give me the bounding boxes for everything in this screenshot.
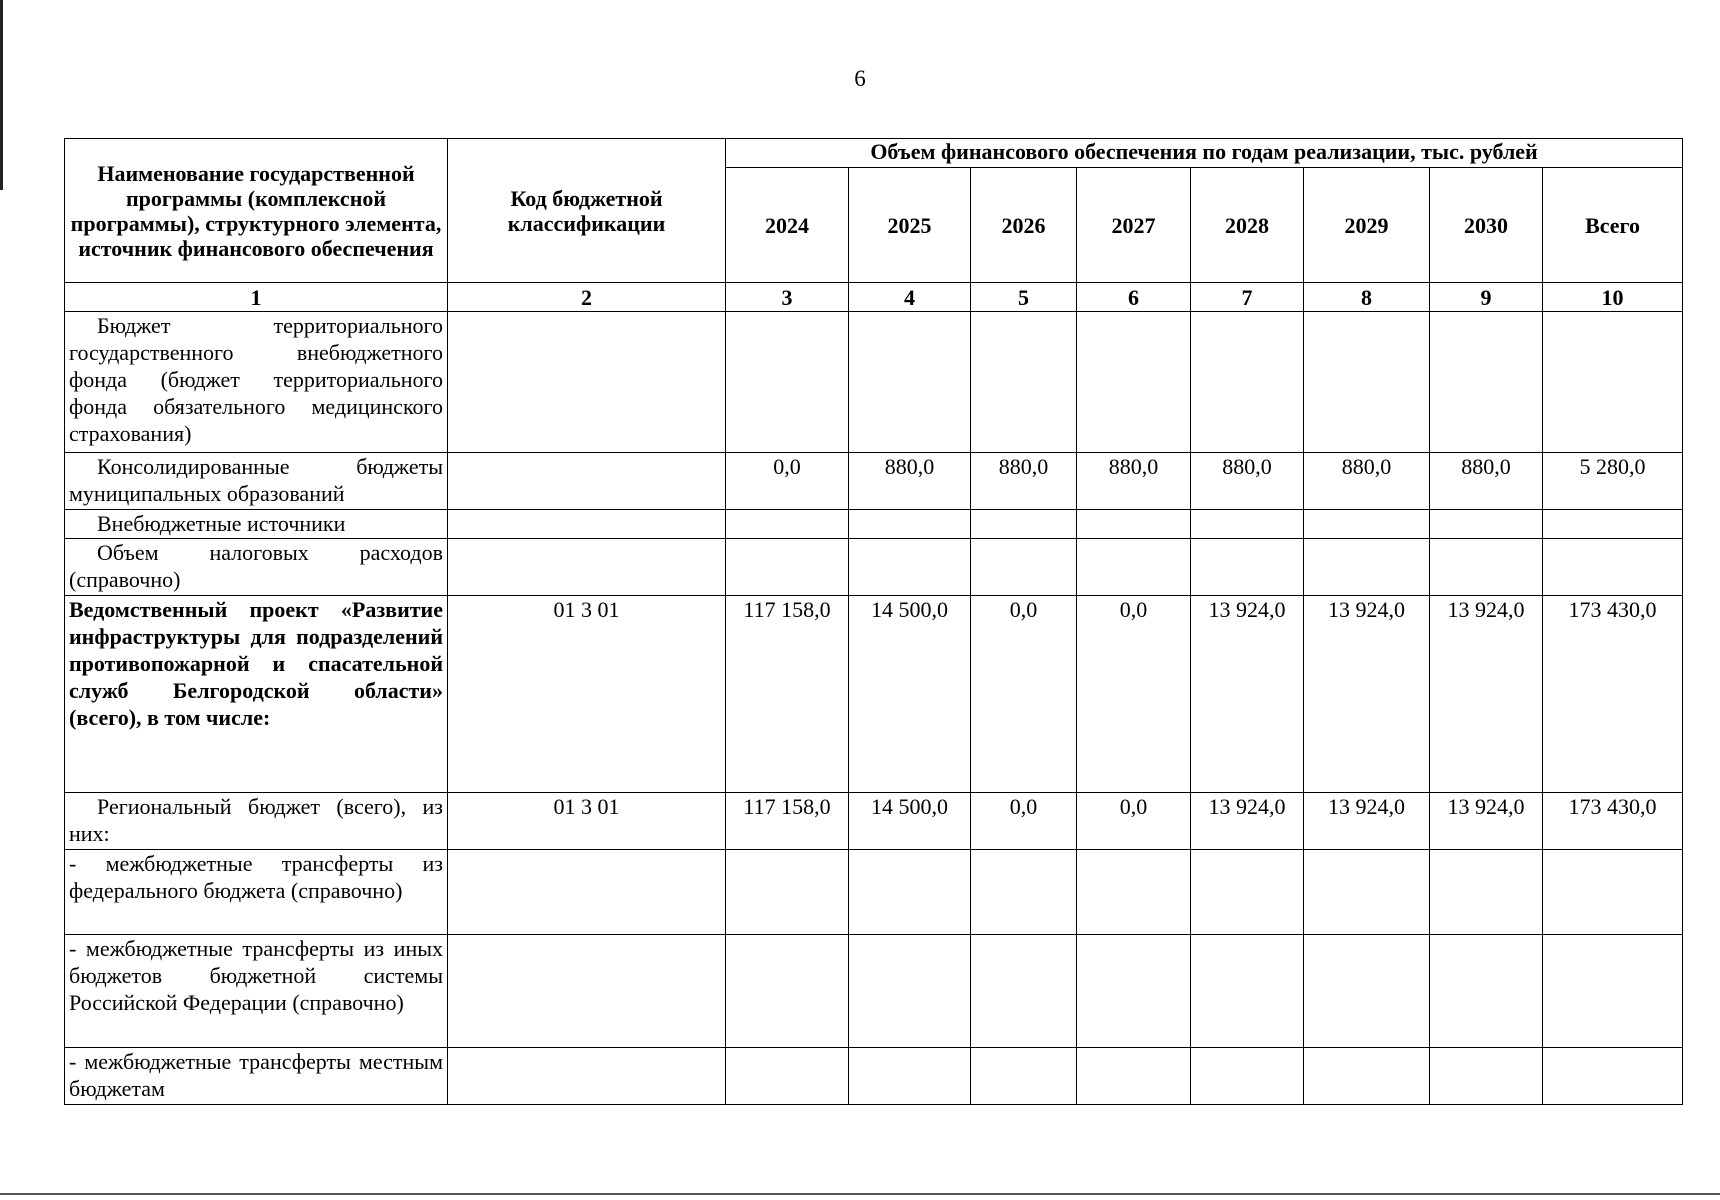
row-year-value — [971, 850, 1077, 935]
row-year-value — [1077, 539, 1191, 596]
row-year-value — [1430, 850, 1543, 935]
row-year-value — [849, 510, 971, 539]
header-year-2024: 2024 — [726, 168, 849, 283]
table-row — [65, 539, 1683, 596]
row-year-value: 13 924,0 — [1304, 596, 1430, 793]
row-year-value: 880,0 — [971, 453, 1077, 510]
row-name-text: Внебюджетные источники — [97, 511, 346, 536]
column-number: 6 — [1077, 283, 1191, 312]
row-budget-code — [448, 453, 726, 510]
header-year-2029: 2029 — [1304, 168, 1430, 283]
row-budget-code: 01 3 01 — [448, 793, 726, 850]
row-year-value — [1191, 1048, 1304, 1105]
row-name — [65, 850, 448, 935]
row-year-value: 117 158,0 — [726, 793, 849, 850]
column-number: 10 — [1543, 283, 1683, 312]
row-year-value — [1304, 539, 1430, 596]
header-year-2028: 2028 — [1191, 168, 1304, 283]
row-year-value: 117 158,0 — [726, 596, 849, 793]
column-number: 9 — [1430, 283, 1543, 312]
row-year-value: 880,0 — [1304, 453, 1430, 510]
row-year-value — [971, 935, 1077, 1048]
column-number: 8 — [1304, 283, 1430, 312]
row-name — [65, 935, 448, 1048]
row-year-value — [726, 510, 849, 539]
row-year-value — [1077, 510, 1191, 539]
row-year-value — [726, 935, 849, 1048]
row-total-value — [1543, 312, 1683, 453]
row-name-text: Бюджет территориального государственного внебюджетного фонда (бюджет территориального фонда обязательного медицинского страхования) — [69, 313, 443, 446]
row-year-value — [1077, 312, 1191, 453]
row-name — [65, 793, 448, 850]
row-year-value: 13 924,0 — [1304, 793, 1430, 850]
header-year-2026: 2026 — [971, 168, 1077, 283]
row-year-value — [971, 539, 1077, 596]
row-year-value — [1304, 1048, 1430, 1105]
table-body — [65, 312, 1683, 1105]
row-year-value — [849, 539, 971, 596]
row-name-text: - межбюджетные трансферты из федерального бюджета (справочно) — [69, 851, 443, 903]
row-year-value — [1430, 539, 1543, 596]
table-row — [65, 793, 1683, 850]
column-number: 7 — [1191, 283, 1304, 312]
row-name-text: Консолидированные бюджеты муниципальных образований — [69, 454, 443, 506]
row-year-value: 0,0 — [971, 793, 1077, 850]
row-total-value — [1543, 1048, 1683, 1105]
row-budget-code — [448, 312, 726, 453]
row-year-value — [1304, 935, 1430, 1048]
row-name-text: Ведомственный проект «Развитие инфраструктуры для подразделений противопожарной и спасательной служб Белгородской области» (всего), в том числе: — [69, 597, 443, 730]
column-number: 4 — [849, 283, 971, 312]
row-year-value — [971, 510, 1077, 539]
row-year-value: 0,0 — [726, 453, 849, 510]
row-name-text: - межбюджетные трансферты местным бюджетам — [69, 1049, 443, 1101]
row-total-value — [1543, 539, 1683, 596]
row-total-value: 173 430,0 — [1543, 596, 1683, 793]
row-year-value: 13 924,0 — [1430, 596, 1543, 793]
row-year-value — [726, 312, 849, 453]
row-budget-code — [448, 850, 726, 935]
row-year-value — [726, 850, 849, 935]
row-year-value: 13 924,0 — [1191, 793, 1304, 850]
row-total-value: 5 280,0 — [1543, 453, 1683, 510]
page-number: 6 — [854, 66, 866, 91]
row-year-value: 13 924,0 — [1430, 793, 1543, 850]
row-budget-code — [448, 1048, 726, 1105]
row-name — [65, 453, 448, 510]
row-year-value — [1430, 1048, 1543, 1105]
header-financing-volume: Объем финансового обеспечения по годам реализации, тыс. рублей — [726, 139, 1683, 168]
table-row — [65, 935, 1683, 1048]
row-name — [65, 510, 448, 539]
row-total-value — [1543, 935, 1683, 1048]
table-row — [65, 596, 1683, 793]
table-row — [65, 312, 1683, 453]
row-year-value: 14 500,0 — [849, 793, 971, 850]
row-total-value — [1543, 850, 1683, 935]
row-year-value — [1191, 935, 1304, 1048]
row-year-value — [1304, 850, 1430, 935]
row-year-value — [971, 1048, 1077, 1105]
row-year-value — [1191, 539, 1304, 596]
row-year-value — [1077, 1048, 1191, 1105]
row-year-value — [1430, 312, 1543, 453]
row-year-value — [849, 850, 971, 935]
row-year-value — [1430, 510, 1543, 539]
row-name — [65, 312, 448, 453]
row-year-value — [1077, 935, 1191, 1048]
row-budget-code — [448, 935, 726, 1048]
header-total: Всего — [1543, 168, 1683, 283]
row-year-value — [849, 1048, 971, 1105]
row-year-value: 13 924,0 — [1191, 596, 1304, 793]
row-name — [65, 1048, 448, 1105]
row-year-value — [1077, 850, 1191, 935]
row-name-text: Объем налоговых расходов (справочно) — [69, 540, 443, 592]
row-year-value: 0,0 — [1077, 596, 1191, 793]
row-year-value: 0,0 — [1077, 793, 1191, 850]
row-year-value — [1430, 935, 1543, 1048]
row-budget-code — [448, 539, 726, 596]
row-name — [65, 596, 448, 793]
row-year-value: 880,0 — [1077, 453, 1191, 510]
row-total-value: 173 430,0 — [1543, 793, 1683, 850]
row-year-value: 14 500,0 — [849, 596, 971, 793]
scan-bottom-line — [0, 1193, 1720, 1195]
header-budget-code: Код бюджетной классификации — [448, 139, 726, 283]
column-number: 1 — [65, 283, 448, 312]
row-year-value — [1191, 850, 1304, 935]
row-year-value: 880,0 — [849, 453, 971, 510]
column-number: 2 — [448, 283, 726, 312]
column-number: 5 — [971, 283, 1077, 312]
row-budget-code: 01 3 01 — [448, 596, 726, 793]
table-row — [65, 510, 1683, 539]
header-year-2025: 2025 — [849, 168, 971, 283]
row-name — [65, 539, 448, 596]
row-name-text: - межбюджетные трансферты из иных бюджетов бюджетной системы Российской Федерации (справочно) — [69, 936, 443, 1015]
scan-edge-mark — [0, 0, 3, 190]
row-name-text: Региональный бюджет (всего), из них: — [69, 794, 443, 846]
table-row — [65, 850, 1683, 935]
row-year-value — [1304, 312, 1430, 453]
row-total-value — [1543, 510, 1683, 539]
row-year-value — [1304, 510, 1430, 539]
column-number: 3 — [726, 283, 849, 312]
table-row — [65, 453, 1683, 510]
table-row — [65, 1048, 1683, 1105]
financing-table — [64, 138, 1683, 1105]
row-year-value — [971, 312, 1077, 453]
row-budget-code — [448, 510, 726, 539]
row-year-value — [849, 312, 971, 453]
row-year-value: 880,0 — [1191, 453, 1304, 510]
row-year-value — [726, 539, 849, 596]
row-year-value — [1191, 312, 1304, 453]
header-year-2030: 2030 — [1430, 168, 1543, 283]
header-year-2027: 2027 — [1077, 168, 1191, 283]
header-program-name: Наименование государственной программы (комплексной программы), структурного элемента, источник финансового обеспечения — [65, 139, 448, 283]
row-year-value — [849, 935, 971, 1048]
row-year-value: 0,0 — [971, 596, 1077, 793]
row-year-value — [1191, 510, 1304, 539]
row-year-value: 880,0 — [1430, 453, 1543, 510]
row-year-value — [726, 1048, 849, 1105]
